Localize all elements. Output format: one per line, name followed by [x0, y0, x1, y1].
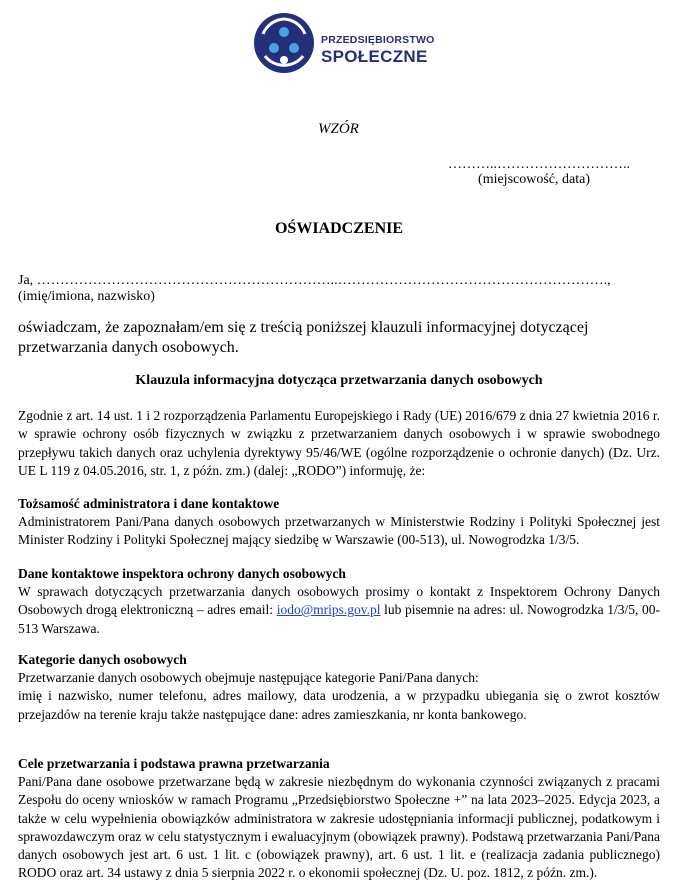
logo-emblem-icon — [253, 12, 315, 74]
section-heading: Kategorie danych osobowych — [18, 652, 187, 667]
clause-title: Klauzula informacyjna dotycząca przetwarzania danych osobowych — [135, 373, 543, 388]
section-heading: Cele przetwarzania i podstawa prawna przetwarzania — [18, 756, 330, 771]
email-link[interactable]: iodo@mrips.gov.pl — [276, 602, 381, 618]
logo — [253, 10, 433, 78]
section-body-end: lub pisemnie na adres: ul. Nowogrodzka 1/3/5, 00-513 Warszawa. — [18, 602, 660, 636]
place-date-label: (miejscowość, data) — [478, 172, 590, 187]
document-title: OŚWIADCZENIE — [274, 220, 404, 237]
section-heading: Dane kontaktowe inspektora ochrony danych osobowych — [18, 566, 346, 581]
logo-text-bottom: SPOŁECZNE — [321, 47, 428, 66]
template-label: WZÓR — [318, 121, 359, 137]
section-categories — [18, 651, 660, 724]
logo-text-top: PRZEDSIĘBIORSTWO — [321, 34, 435, 46]
declaration-text: oświadczam, że zapoznałam/em się z treścią poniższej klauzuli informacyjnej dotyczącej przetwarzania danych osobowych. — [18, 319, 589, 356]
section-administrator — [18, 495, 660, 550]
section-purposes — [18, 755, 660, 883]
section-body: Administratorem Pani/Pana danych osobowych przetwarzanych w Ministerstwie Rodziny i Polityki Społecznej jest Minister Rodziny i Polityki Społecznej mający siedzibę w Warszawie (00-513), ul. Nowogrodzka 1/3/5. — [18, 514, 660, 548]
name-fill-label: (imię/imiona, nazwisko) — [18, 289, 155, 304]
section-body-start: W sprawach dotyczących przetwarzania danych osobowych prosimy o kontakt z Inspektorem Ochrony Danych Osobowych drogą elektroniczną – adres email: — [18, 584, 660, 618]
place-date-dots: ………..……………………….. — [448, 157, 630, 172]
section-body-line2: imię i nazwisko, numer telefonu, adres mailowy, data urodzenia, a w przypadku ubiegania się o zwrot kosztów przejazdów na terenie kraju także następujące dane: adres zamieszkania, nr konta bankowego. — [18, 688, 660, 722]
section-heading: Tożsamość administratora i dane kontaktowe — [18, 496, 280, 511]
name-fill-line: Ja, ………………………………………………………..…………………………………………………., — [18, 273, 611, 288]
section-inspector — [18, 565, 660, 638]
clause-intro: Zgodnie z art. 14 ust. 1 i 2 rozporządzenia Parlamentu Europejskiego i Rady (UE) 2016/679 z dnia 27 kwietnia 2016 r. w sprawie ochrony osób fizycznych w związku z przetwarzaniem danych osobowych i w sprawie swobodnego przepływu takich danych oraz uchylenia dyrektywy 95/46/WE (ogólne rozporządzenie o ochronie danych) (Dz. Urz. UE L 119 z 04.05.2016, str. 1, z późn. zm.) (dalej: „RODO”) informuję, że: — [18, 408, 660, 478]
section-body: Pani/Pana dane osobowe przetwarzane będą w zakresie niezbędnym do wykonania czynności związanych z pracami Zespołu do oceny wniosków w ramach Programu „Przedsiębiorstwo Społeczne +” na lata 2023–2025. Edycja 2023, a także w celu wypełnienia obowiązków administratora w zakresie udostępniania informacji publicznej, podatkowym i sprawozdawczym oraz w celu statystycznym i ewaluacyjnym (obowiązek prawny). Podstawą przetwarzania Pani/Pana danych osobowych jest art. 6 ust. 1 lit. c (obowiązek prawny), art. 6 ust. 1 lit. e (realizacja zadania publicznego) RODO oraz art. 34 ustawy z dnia 5 sierpnia 2022 r. o ekonomii społecznej (Dz. U. poz. 1812, z późn. zm.). — [18, 774, 660, 881]
section-body — [18, 583, 660, 638]
section-body-line1: Przetwarzanie danych osobowych obejmuje następujące kategorie Pani/Pana danych: — [18, 670, 479, 685]
